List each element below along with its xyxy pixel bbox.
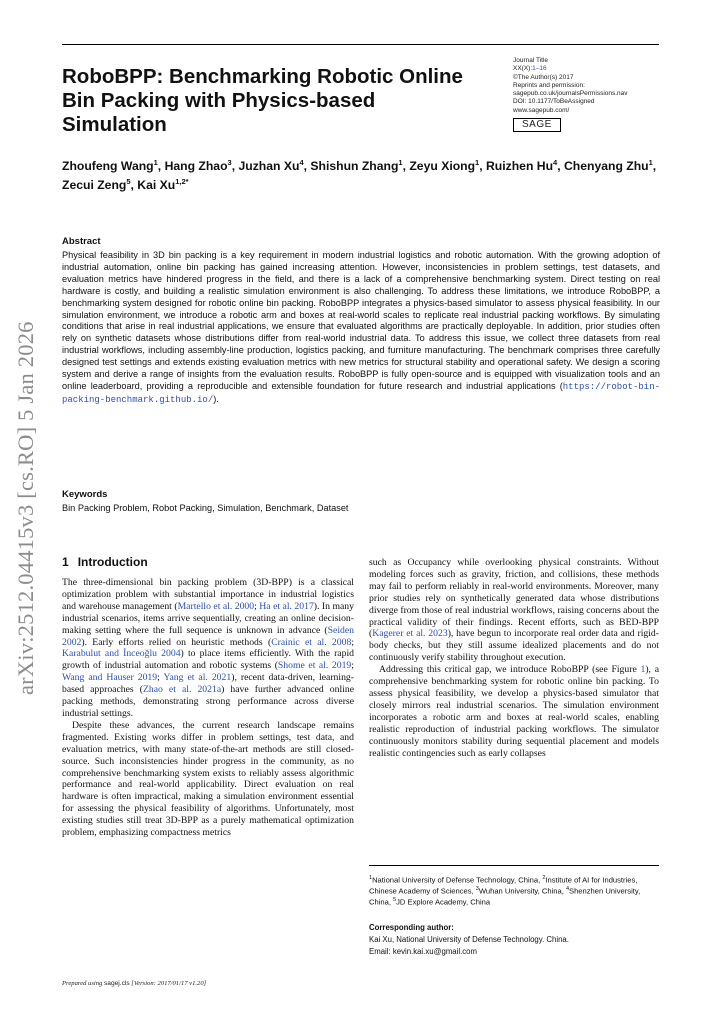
author-affiliation-mark: 1 (475, 158, 480, 167)
paragraph-text: ) have further advanced online packing methods, demonstrating strong performance across diverse industrial settings. (62, 684, 354, 719)
left-column (62, 577, 354, 839)
author-name: Shishun Zhang (310, 159, 399, 174)
author-affiliation-mark: 1,2* (175, 177, 189, 187)
journal-pages-link[interactable]: 1–16 (532, 65, 547, 73)
paragraph-text: such as Occupancy while overlooking physical constraints. Without modeling forces such as gravity, friction, and collisions, these methods may fail to perform reliably in real-world environments. Moreover, many prior studies rely on synthetically generated data whose distributions diverge from those of real industrial workflows, raising concerns about the practical validity of their findings. Recent efforts, such as BED-BPP ( (369, 557, 659, 640)
affiliation-mark: 5 (393, 897, 397, 904)
paragraph-text: ), recent data-driven, learning-based approaches ( (62, 672, 354, 696)
intro-paragraph-2: Despite these advances, the current research landscape remains fragmented. Existing works differ in problem settings, test data, and evaluation metrics, with many state-of-the-art methods are still closed-source. Such inconsistencies hinder progress in the community, as no comprehensive benchmarking system exists to reliably assess algorithmic performance and real-world applicability. Direct evaluation on real hardware is often impractical, making a simulation environment essential for assessing the physical feasibility of algorithms. Unfortunately, most existing studies still treat 3D-BPP as a purely mathematical optimization problem, emphasizing compactness metrics (62, 719, 354, 839)
author-affiliation-mark: 5 (126, 177, 131, 187)
keywords-text: Bin Packing Problem, Robot Packing, Simulation, Benchmark, Dataset (62, 503, 349, 513)
author-name: Kai Xu (137, 178, 176, 193)
affiliation-text: Wuhan University, China, (478, 886, 566, 896)
author-affiliation-mark: 1 (648, 158, 653, 167)
journal-site: www.sagepub.com/ (513, 106, 570, 114)
intro-paragraph-4 (369, 664, 659, 759)
footnote-rule (369, 865, 659, 866)
citation-link[interactable]: Martello et al. 2000 (177, 600, 255, 612)
journal-volume: XX(X):1–16 (513, 65, 547, 73)
journal-doi: DOI: 10.1177/ToBeAssigned (513, 98, 595, 106)
citation-link[interactable]: Kagerer et al. 2023 (372, 628, 448, 640)
paragraph-text: Addressing this critical gap, we introduce RoboBPP (see Figure (379, 664, 641, 676)
author-name: Zhoufeng Wang (62, 159, 154, 174)
journal-copyright: ©The Author(s) 2017 (513, 73, 574, 81)
paper-title: RoboBPP: Benchmarking Robotic Online Bin Packing with Physics-based Simulation (62, 65, 463, 136)
paragraph-text: The three-dimensional bin packing problem (3D-BPP) is a classical optimization problem with substantial importance in industrial logistics and warehouse management ( (62, 577, 354, 612)
citation-link[interactable]: Karabulut and İnceoğlu 2004 (62, 648, 181, 660)
intro-paragraph-3 (369, 557, 659, 664)
author-name: Chenyang Zhu (563, 159, 649, 174)
section-heading-introduction: 1 Introduction (62, 555, 148, 569)
paragraph-text: ), a comprehensive benchmarking system for robotic online bin packing. To assess physical feasibility, we develop a physics-based simulator that closely mirrors real industrial scenarios. The simulation environment incorporates a robotic arm and boxes at real-world scales, enabling realistic reproduction of industrial packing workflows. The simulator continuously monitors stability during sequential placement and models realistic contingencies such as early collapses (369, 664, 659, 759)
paragraph-text: ) to place items efficiently. With the rapid growth of industrial automation and robotic systems ( (62, 648, 354, 672)
paragraph-text: ; (351, 660, 354, 672)
author-name: Zeyu Xiong (409, 159, 476, 174)
citation-link[interactable]: Wang and Hauser 2019 (62, 672, 158, 684)
paragraph-text: ; (254, 600, 260, 612)
author-affiliation-mark: 4 (299, 158, 304, 167)
author-name: Zecui Zeng (62, 178, 127, 193)
affiliation-mark: 4 (565, 886, 570, 893)
author-list: Zhoufeng Wang$^1$, Hang Zhao$^3$, Juzhan Xu$^4$, Shishun Zhang$^1$, Zeyu Xiong$^1$, Ruizhen Hu$^4$, Chenyang Zhu$^1$, Zecui Zeng$^5$, Kai $Xu^{1,2*}$ (62, 158, 657, 193)
affiliation-mark: 1 (369, 875, 373, 881)
abstract-body: Physical feasibility in 3D bin packing is a key requirement in modern industrial logistics and robotic automation. With the growing adoption of industrial automation, online bin packing has gained increasing attention. However, inconsistencies in problem settings, test datasets, and evaluation metrics have hindered progress in the field, and there is a lack of a comprehensive benchmarking system. Direct testing on real hardware is costly, and building a realistic simulation environment is also challenging. To address these limitations, we introduce RoboBPP, a benchmarking system designed for robotic online bin packing. RoboBPP integrates a physics-based simulator to assess physical feasibility. In our simulation environment, we introduce a robotic arm and boxes at real-world scales to replicate real industrial packing workflows. By simulating conditions that arise in real industrial applications, we ensure that evaluated algorithms are practically deployable. In addition, prior studies often rely on synthetic datasets whose distributions differ from real-world industrial data. To address this issue, we collect three datasets from real industrial workflows, including assembly-line production, logistics packing, and furniture manufacturing. The benchmark comprises three carefully designed test settings and extends existing evaluation metrics with new metrics for structural stability and operational safety. We design a scoring system and derive a range of insights from the evaluation results. RoboBPP is fully open-source and is equipped with visualization tools and an online leaderboard, providing a reproducible and extensible foundation for future research and industrial applications ( (62, 250, 660, 391)
sage-logo: SAGE (513, 118, 561, 132)
right-column (369, 557, 659, 759)
journal-reprints: Reprints and permission: (513, 81, 585, 89)
affiliations-footnote (369, 874, 661, 908)
prepared-using-footer: Prepared using sagej.cls [Version: 2017/01/17 v1.20] (62, 980, 207, 987)
citation-link[interactable]: Zhao et al. 2021a (142, 684, 222, 696)
corresponding-author-details (369, 934, 661, 958)
keywords-heading: Keywords (62, 489, 108, 500)
author-affiliation-mark: 3 (227, 158, 232, 167)
citation-link[interactable]: Seiden 2002 (62, 624, 354, 648)
paragraph-text: ; (157, 672, 164, 684)
citation-link[interactable]: Shome et al. 2019 (277, 660, 352, 672)
arxiv-identifier: arXiv:2512.04415v3 [cs.RO] 5 Jan 2026 (13, 321, 38, 695)
abstract-heading: Abstract (62, 236, 101, 247)
affiliation-text: Shenzhen University, China, (369, 886, 641, 907)
affiliation-mark: 3 (475, 886, 479, 893)
author-affiliation-mark: 4 (553, 158, 558, 167)
author-affiliation-mark: 1 (153, 158, 158, 167)
corresponding-author-name: Kai Xu, National University of Defense Technology. China. (369, 935, 569, 944)
paragraph-text: ). In many industrial scenarios, items arrive sequentially, creating an online decision-making setting where the full sequence is unknown in advance ( (62, 600, 354, 636)
affiliation-text: JD Explore Academy, China (396, 898, 491, 907)
affiliation-text: National University of Defense Technology, China, (372, 875, 543, 885)
author-name: Hang Zhao (164, 159, 228, 174)
citation-link[interactable]: Ha et al. 2017 (259, 600, 314, 612)
paragraph-text: ; (351, 636, 355, 648)
journal-title: Journal Title (513, 57, 549, 64)
citation-link[interactable]: 1 (640, 664, 646, 676)
author-name: Juzhan Xu (238, 159, 300, 174)
paragraph-text: ), have begun to incorporate real order data and rigid-body checks, but they still assume idealized placements and do not continuously verify stability throughout execution. (369, 628, 659, 664)
corresponding-author-email: Email: kevin.kai.xu@gmail.com (369, 947, 478, 956)
corresponding-author-heading: Corresponding author: (369, 923, 454, 932)
journal-permissions: sagepub.co.uk/journalsPermissions.nav (513, 90, 628, 98)
abstract-text: Physical feasibility in 3D bin packing is a key requirement in modern industrial logistics and robotic automation. With the growing adoption of industrial automation, online bin packing has gained increasing attention. However, inconsistencies in problem settings, test datasets, and evaluation metrics have hindered progress in the field, and there is a lack of a comprehensive benchmarking system. Direct testing on real hardware is costly, and building a realistic simulation environment is also challenging. To address these limitations, we introduce RoboBPP, a benchmarking system designed for robotic online bin packing. RoboBPP integrates a physics-based simulator to assess physical feasibility. In our simulation environment, we introduce a robotic arm and boxes at real-world scales to replicate real industrial packing workflows. By simulating conditions that arise in real industrial applications, we ensure that evaluated algorithms are practically deployable. In addition, prior studies often rely on synthetic datasets whose distributions differ from real-world industrial data. To address this issue, we collect three datasets from real industrial workflows, including assembly-line production, logistics packing, and furniture manufacturing. The benchmark comprises three carefully designed test settings and extends existing evaluation metrics with new metrics for structural stability and operational safety. We design a scoring system and derive a range of insights from the evaluation results. RoboBPP is fully open-source and is equipped with visualization tools and an online leaderboard, providing a reproducible and extensible foundation for future research and industrial applications (https://robot-bin-packing-benchmark.github.io/). (62, 250, 660, 405)
journal-info (513, 57, 663, 132)
citation-link[interactable]: Yang et al. 2021 (163, 672, 232, 684)
paragraph-text: ). Early efforts relied on heuristic methods ( (81, 636, 272, 648)
intro-paragraph-1 (62, 577, 354, 720)
affiliation-mark: 2 (542, 875, 546, 881)
project-url-link[interactable]: https://robot-bin-packing-benchmark.github.io/ (62, 381, 660, 405)
affiliation-text: Institute of AI for Industries, Chinese Academy of Sciences, (369, 875, 638, 896)
author-affiliation-mark: 1 (398, 158, 403, 167)
citation-link[interactable]: Crainic et al. 2008 (271, 636, 352, 648)
author-name: Ruizhen Hu (486, 159, 554, 174)
top-rule (62, 44, 659, 45)
